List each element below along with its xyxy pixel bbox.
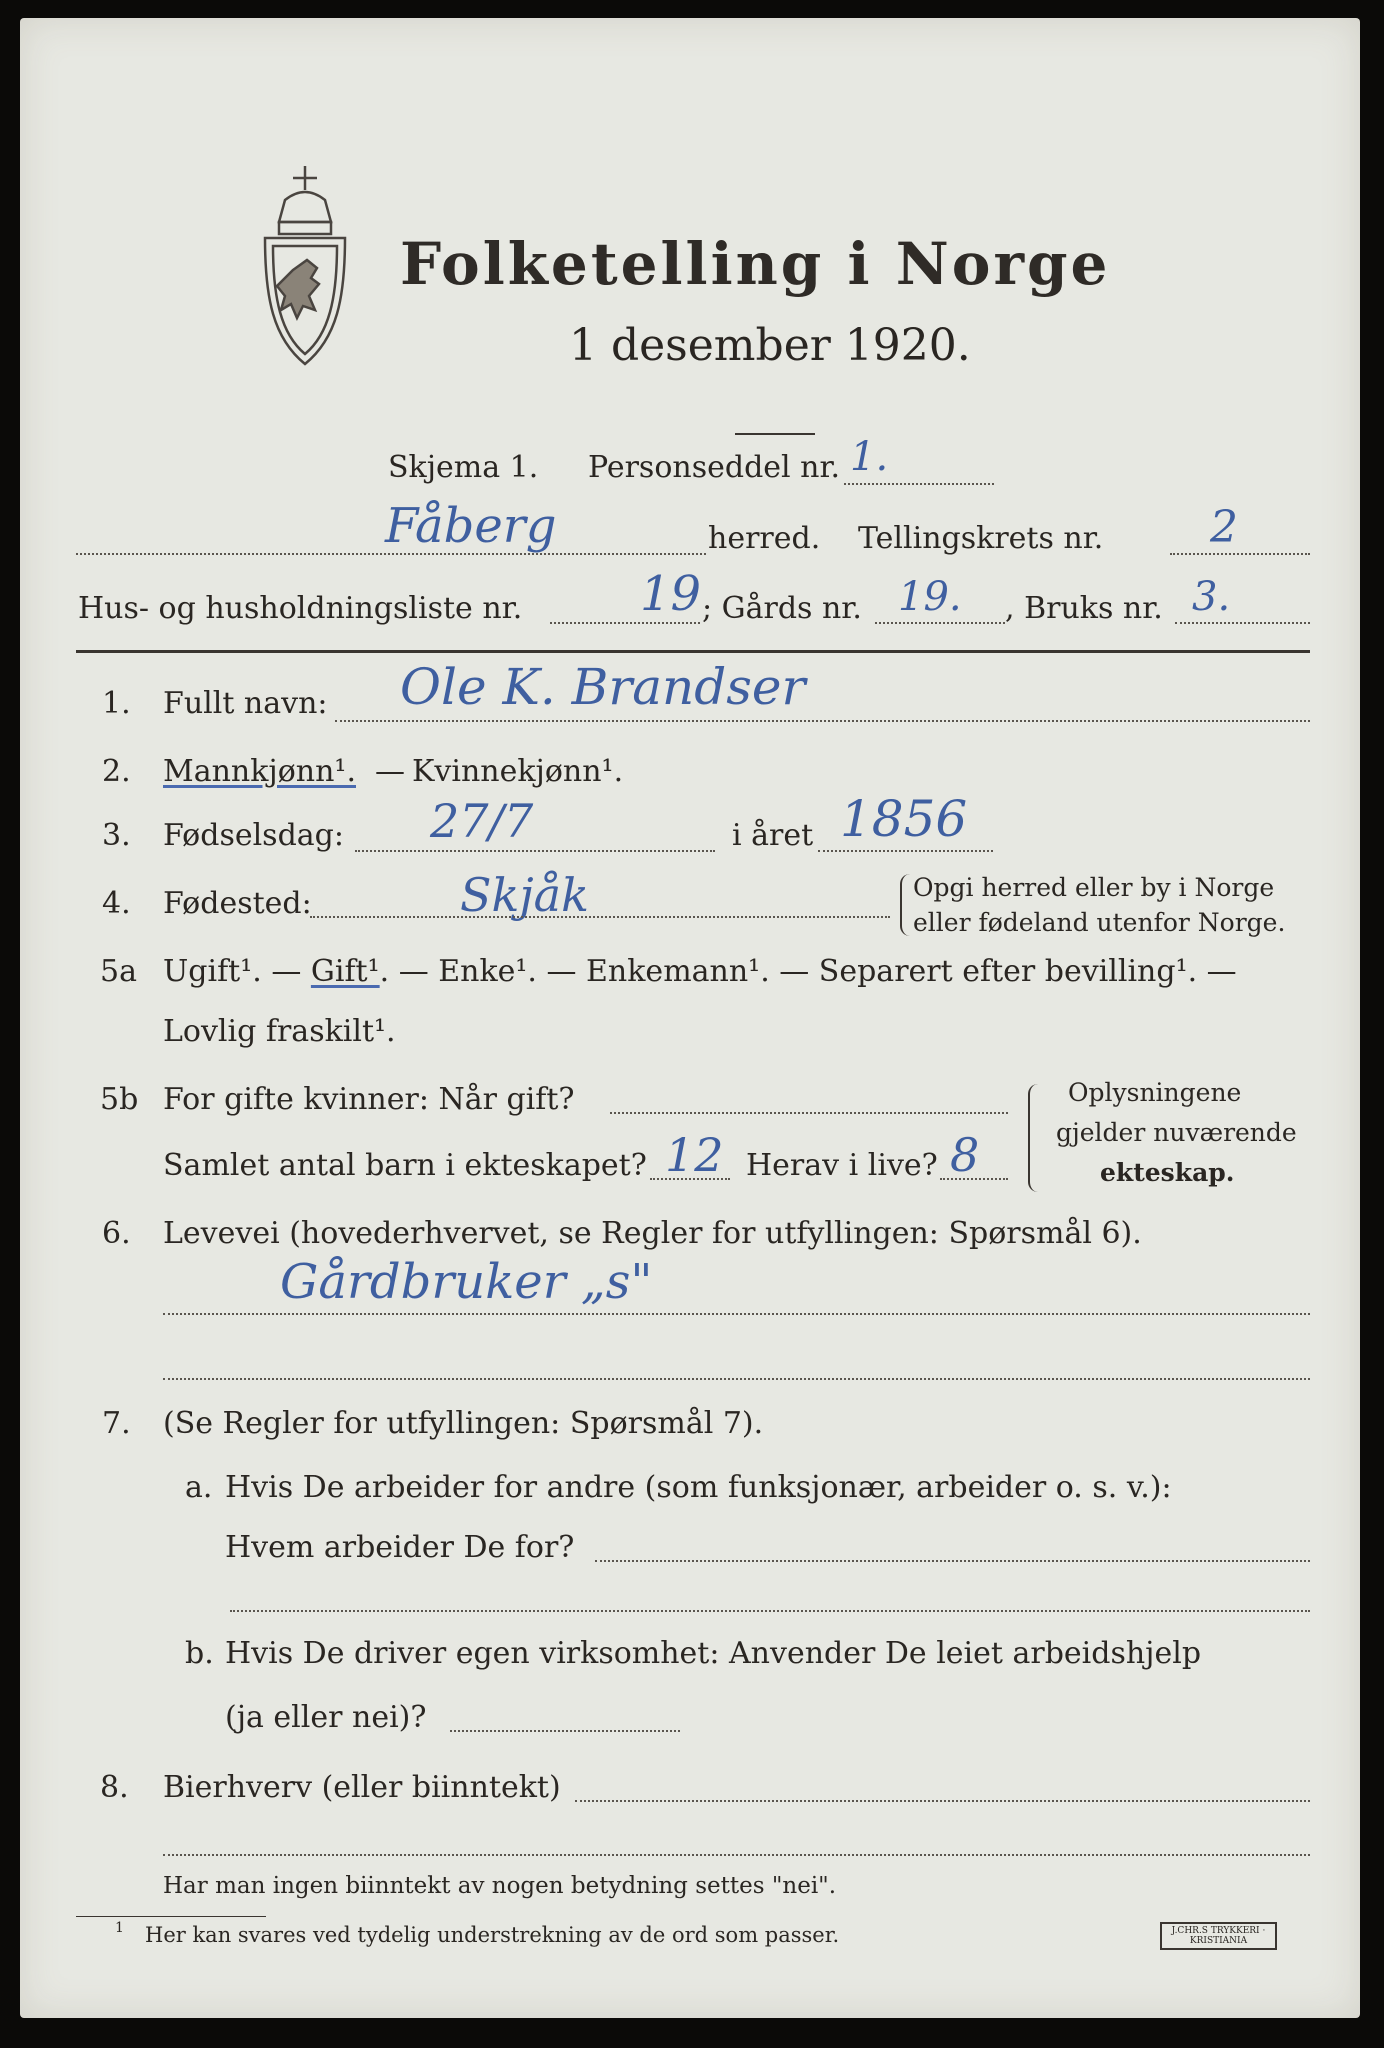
q3-number: 3. <box>102 818 131 853</box>
q5b-brace <box>1028 1084 1040 1192</box>
hus-dots <box>550 622 700 624</box>
q6-dots-1 <box>163 1313 1310 1315</box>
q1-value[interactable]: Ole K. Brandser <box>400 658 806 716</box>
footnote-mark: 1 <box>115 1920 124 1936</box>
q5b-live-label: Herav i live? <box>746 1148 938 1183</box>
footnote-divider <box>76 1916 266 1917</box>
q7b-text: Hvis De driver egen virksomhet: Anvender De leiet arbeidshjelp <box>225 1636 1202 1671</box>
q8-label: Bierhverv (eller biinntekt) <box>163 1770 561 1805</box>
personseddel-value[interactable]: 1. <box>850 434 889 480</box>
q5b-note-2: gjelder nuværende <box>1056 1118 1297 1147</box>
q5a-others[interactable]: . — Enke¹. — Enkemann¹. — Separert efter bevilling¹. — <box>379 954 1237 989</box>
q7a-dots-2 <box>230 1610 1310 1612</box>
q5b-note-3: ekteskap. <box>1100 1158 1235 1187</box>
herred-dots <box>76 553 706 555</box>
form-title: Folketelling i Norge <box>400 230 1111 298</box>
q1-number: 1. <box>102 686 131 721</box>
q8-number: 8. <box>100 1770 129 1805</box>
herred-value[interactable]: Fåberg <box>385 498 557 554</box>
hus-value[interactable]: 19 <box>640 566 702 622</box>
hus-label: Hus- og husholdningsliste nr. <box>78 591 523 626</box>
printer-stamp: J.CHR.S TRYKKERI · KRISTIANIA <box>1160 1922 1277 1950</box>
q6-number: 6. <box>102 1216 131 1251</box>
q4-note-1: Opgi herred eller by i Norge <box>913 873 1275 902</box>
q3-year-dots <box>818 850 993 852</box>
q2-kvinnekjonn[interactable]: Kvinnekjønn¹. <box>412 754 624 789</box>
coat-of-arms-icon <box>235 160 375 385</box>
q4-note-2: eller fødeland utenfor Norge. <box>913 908 1286 937</box>
q5b-gift-dots <box>610 1112 1008 1114</box>
q2-number: 2. <box>102 754 131 789</box>
tellingskrets-label: Tellingskrets nr. <box>858 521 1104 556</box>
footnote-text: Her kan svares ved tydelig understrekning av de ord som passer. <box>145 1923 840 1947</box>
q7b-question: (ja eller nei)? <box>225 1700 427 1735</box>
tellingskrets-value[interactable]: 2 <box>1210 502 1238 553</box>
q5b-live-value[interactable]: 8 <box>950 1128 980 1182</box>
q3-label: Fødselsdag: <box>163 818 344 853</box>
q1-dots <box>335 720 1310 722</box>
tellingskrets-dots <box>1170 553 1310 555</box>
q5a-ugift[interactable]: Ugift¹. — <box>163 954 311 989</box>
q4-label: Fødested: <box>163 886 312 921</box>
q7a-question: Hvem arbeider De for? <box>225 1530 575 1565</box>
q7b-dots <box>450 1730 680 1732</box>
q5a-line2[interactable]: Lovlig fraskilt¹. <box>163 1014 396 1049</box>
q6-value[interactable]: Gårdbruker „s" <box>280 1254 653 1310</box>
header-divider <box>76 650 1310 653</box>
q8-dots-2 <box>163 1854 1310 1856</box>
census-form-sheet <box>20 18 1360 2018</box>
herred-label: herred. <box>708 521 821 556</box>
q5b-note-1: Oplysningene <box>1068 1078 1242 1107</box>
q5a-line1 <box>163 954 1237 989</box>
personseddel-label: Personseddel nr. <box>588 450 841 485</box>
q5b-label-1: For gifte kvinner: Når gift? <box>163 1082 575 1117</box>
q7b-letter: b. <box>185 1636 214 1671</box>
gards-label: ; Gårds nr. <box>702 591 862 626</box>
q5b-barn-value[interactable]: 12 <box>665 1128 724 1182</box>
bruks-label: , Bruks nr. <box>1005 591 1163 626</box>
q7a-text: Hvis De arbeider for andre (som funksjonær, arbeider o. s. v.): <box>225 1470 1172 1505</box>
q7-number: 7. <box>102 1406 131 1441</box>
q5b-live-dots <box>940 1178 1008 1180</box>
q5b-label-2: Samlet antal barn i ekteskapet? <box>163 1148 647 1183</box>
q5a-gift[interactable]: Gift¹ <box>310 954 380 989</box>
bruks-value[interactable]: 3. <box>1192 574 1231 620</box>
q4-dots <box>310 916 890 918</box>
form-date: 1 desember 1920. <box>569 320 971 371</box>
q7a-letter: a. <box>185 1470 213 1505</box>
bruks-dots <box>1175 622 1310 624</box>
q6-dots-2 <box>163 1378 1310 1380</box>
q3-value[interactable]: 27/7 <box>430 794 534 848</box>
q2-separator: — <box>375 754 405 789</box>
q1-label: Fullt navn: <box>163 686 328 721</box>
q3-year-label: i året <box>732 818 814 853</box>
footer-note: Har man ingen biinntekt av nogen betydning settes "nei". <box>163 1873 837 1899</box>
title-divider <box>735 433 815 435</box>
q2-mannkjonn[interactable]: Mannkjønn¹. <box>163 754 356 789</box>
gards-value[interactable]: 19. <box>898 574 962 620</box>
q3-dots <box>355 850 715 852</box>
q6-label: Levevei (hovederhvervet, se Regler for utfyllingen: Spørsmål 6). <box>163 1216 1142 1251</box>
personseddel-dots <box>844 483 994 485</box>
q5b-barn-dots <box>650 1178 730 1180</box>
gards-dots <box>875 622 1005 624</box>
q7-label: (Se Regler for utfyllingen: Spørsmål 7). <box>163 1406 764 1441</box>
skjema-label: Skjema 1. <box>388 450 539 485</box>
q4-value[interactable]: Skjåk <box>460 868 589 922</box>
q3-year-value[interactable]: 1856 <box>840 790 968 848</box>
q8-dots-1 <box>575 1800 1310 1802</box>
q4-number: 4. <box>102 886 131 921</box>
q5a-number: 5a <box>100 954 137 989</box>
q7a-dots-1 <box>595 1560 1310 1562</box>
q4-brace <box>900 874 910 936</box>
q5b-number: 5b <box>100 1082 139 1117</box>
